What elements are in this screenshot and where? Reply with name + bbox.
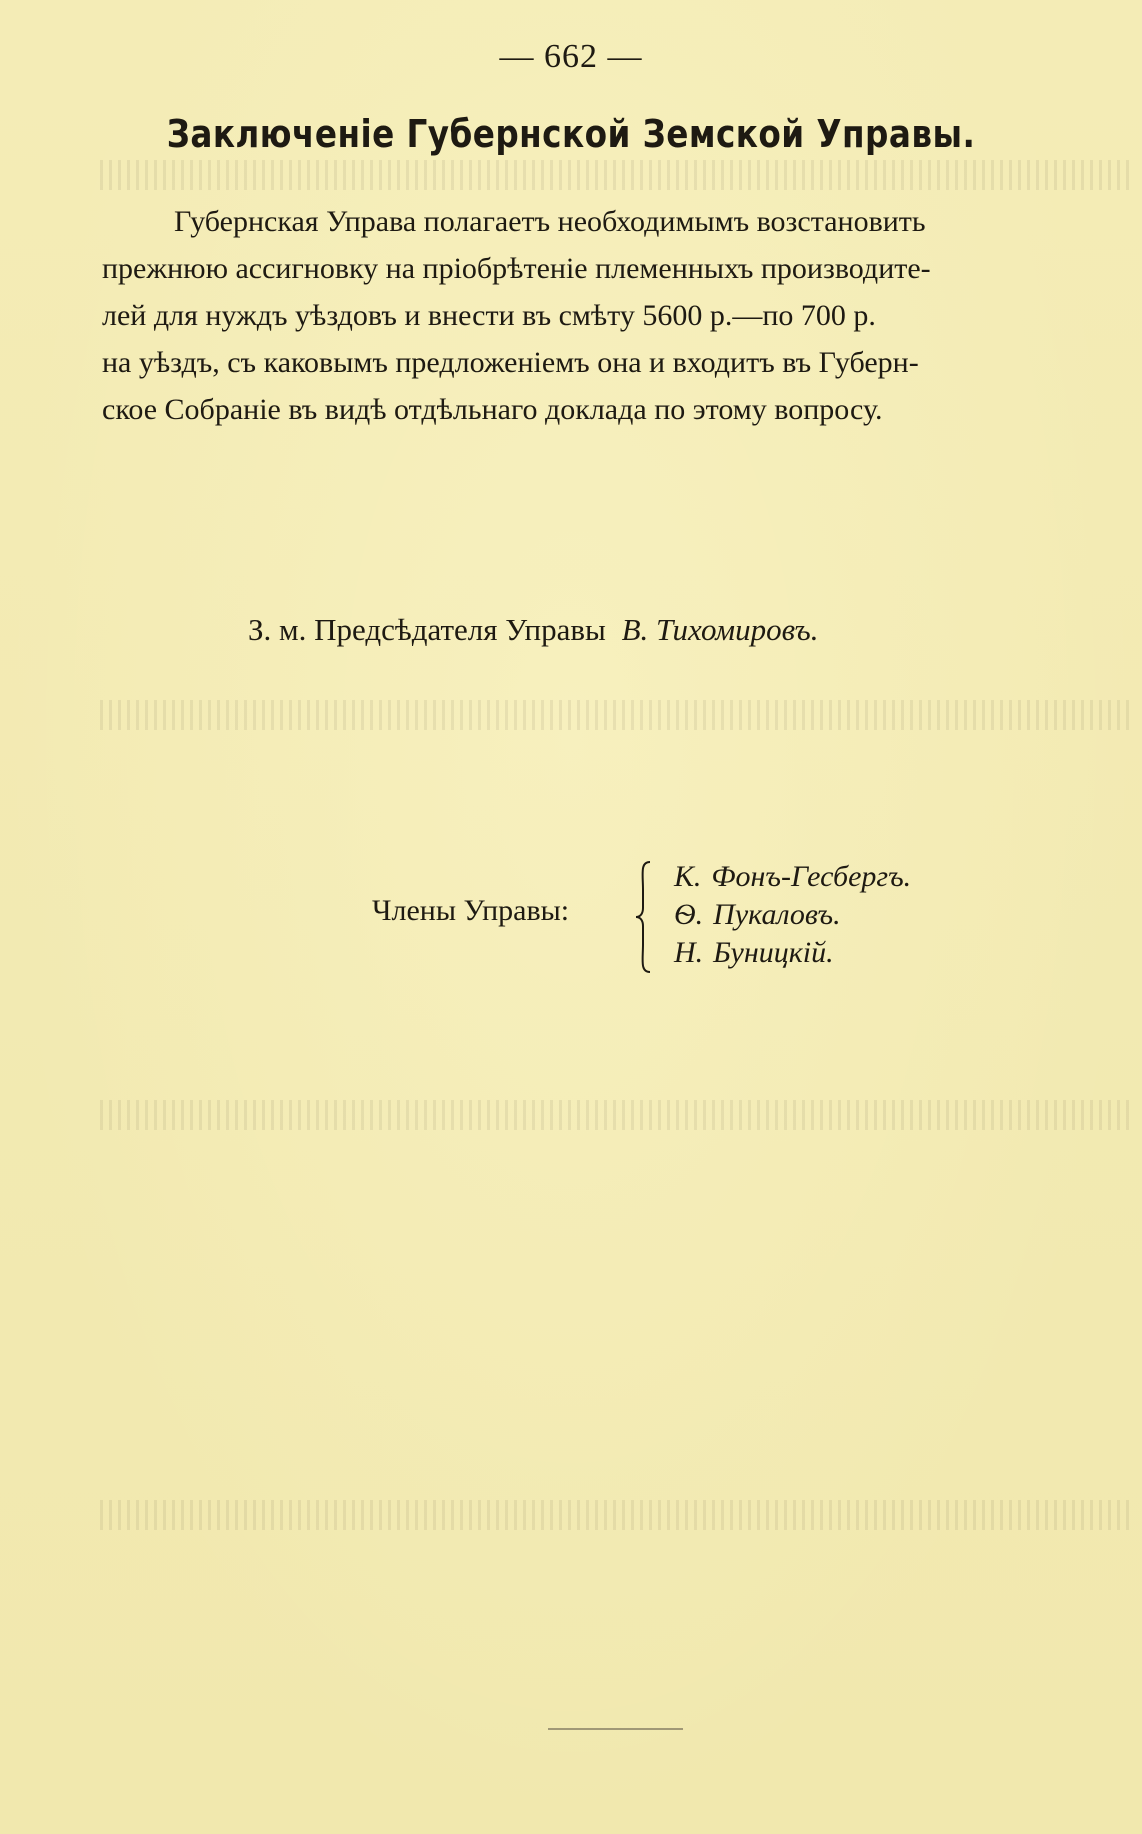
bleed-through-texture [100,160,1130,190]
signatory-title: З. м. Предсѣдателя Управы [248,612,606,647]
member-initial: Ѳ. [674,898,704,931]
member-list [674,858,911,972]
page-number: — 662 — [499,38,643,75]
footer-divider [548,1728,683,1730]
member-surname: Фонъ-Гесбергъ. [711,860,912,893]
paragraph-line: прежнюю ассигновку на пріобрѣтеніе племенныхъ производите- [102,252,931,285]
bleed-through-texture [100,1100,1130,1130]
bleed-through-texture [100,700,1130,730]
member-surname: Пукаловъ. [713,898,841,931]
member-entry [674,858,911,896]
paragraph-line: лей для нуждъ уѣздовъ и внести въ смѣту 5600 р.—по 700 р. [102,299,876,332]
member-entry [674,934,911,972]
member-initial: Н. [674,936,704,969]
member-initial: К. [674,860,702,893]
members-label: Члены Управы: [372,894,570,927]
member-surname: Буницкій. [713,936,834,969]
member-entry [674,896,911,934]
section-heading: Заключеніе Губернской Земской Управы. [166,112,976,156]
bleed-through-texture [100,1500,1130,1530]
curly-brace-icon [634,860,652,974]
paragraph-line: Губернская Управа полагаетъ необходимымъ возстановить [174,205,926,238]
paragraph-line: ское Собраніе въ видѣ отдѣльнаго доклада по этому вопросу. [102,393,883,426]
signatory-block [248,612,818,648]
body-paragraph [102,198,1142,433]
paragraph-line: на уѣздъ, съ каковымъ предложеніемъ она и входитъ въ Губерн- [102,346,919,379]
signatory-name: В. Тихомировъ. [621,612,819,647]
